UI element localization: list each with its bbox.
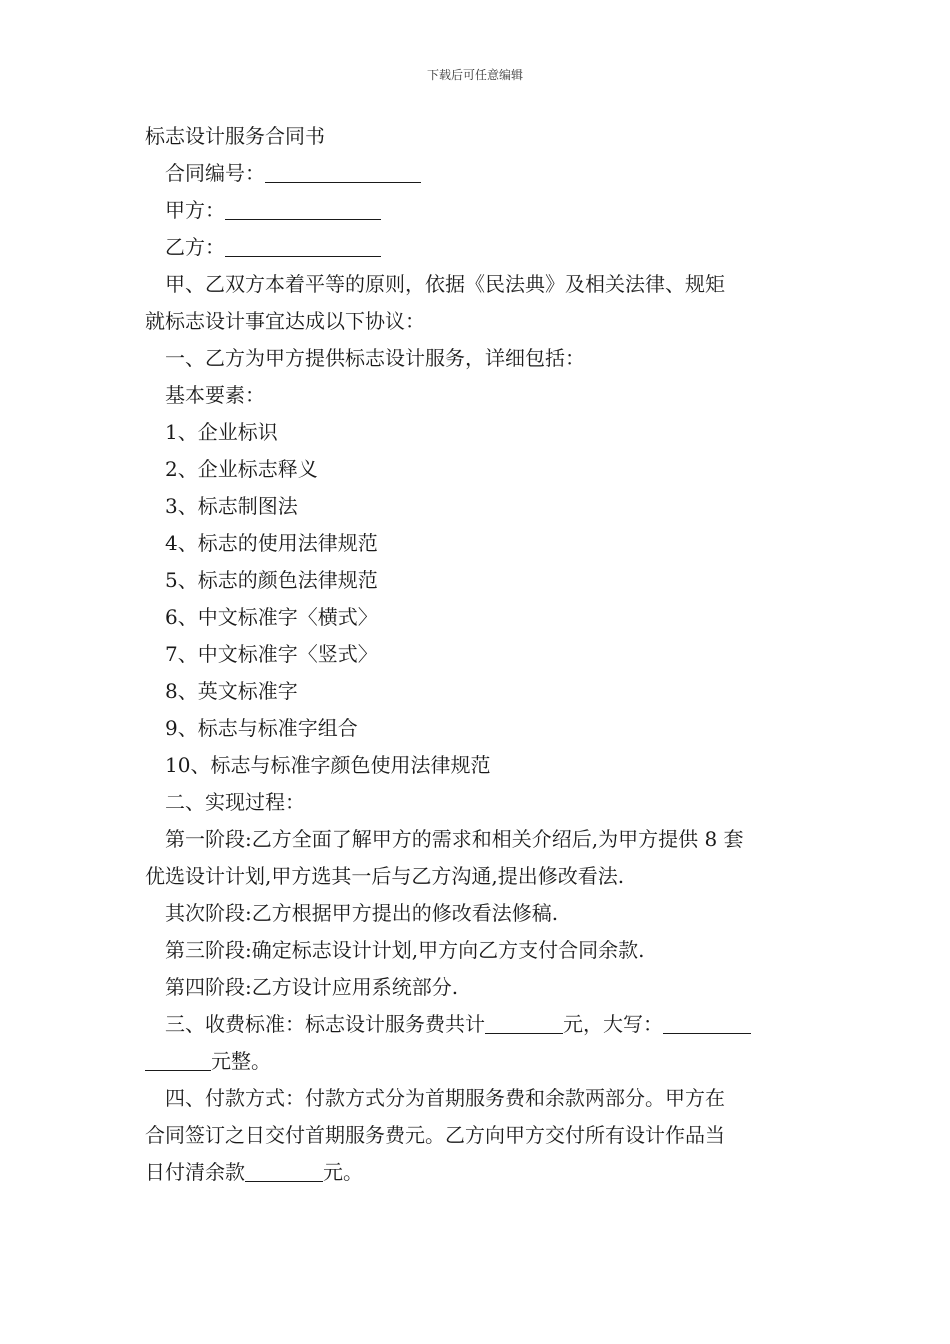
section-4-line-3 [145,1154,813,1191]
list-item: 4、标志的使用法律规范 [165,531,378,555]
field-label: 合同编号： [165,161,265,185]
party-a-field [145,192,813,229]
fee-capital-blank [663,1011,751,1034]
fee-suffix: 元整。 [211,1049,271,1073]
list-item: 10、标志与标准字颜色使用法律规范 [165,753,491,777]
contract-title: 标志设计服务合同书 [145,124,325,148]
list-item: 3、标志制图法 [165,494,298,518]
page-header: 下载后可任意编辑 [426,68,523,82]
stage-4: 第四阶段:乙方设计应用系统部分. [165,975,459,999]
section-3-line-1 [145,1006,813,1043]
list-item: 5、标志的颜色法律规范 [165,568,378,592]
list-item: 2、企业标志释义 [165,457,318,481]
field-label: 甲方： [165,198,225,222]
section-4-line-1: 四、付款方式：付款方式分为首期服务费和余款两部分。甲方在 [165,1086,725,1110]
stage-2: 其次阶段:乙方根据甲方提出的修改看法修稿. [165,901,559,925]
list-item: 7、中文标准字〈竖式〉 [165,642,378,666]
balance-suffix: 元。 [323,1160,363,1184]
elements-title: 基本要素： [165,383,265,407]
list-item: 6、中文标准字〈横式〉 [165,605,378,629]
party-a-blank [225,197,381,220]
fee-capital-blank-cont [145,1048,211,1071]
stage-1-line-1: 第一阶段:乙方全面了解甲方的需求和相关介绍后,为甲方提供 8 套 [165,827,744,851]
contract-body [145,118,813,1191]
section-1-heading: 一、乙方为甲方提供标志设计服务，详细包括： [165,346,585,370]
field-label: 乙方： [165,235,225,259]
balance-amount-blank [245,1159,323,1182]
intro-line-1: 甲、乙双方本着平等的原则，依据《民法典》及相关法律、规矩 [165,272,725,296]
fee-capital-label: 元，大写： [563,1012,663,1036]
list-item: 1、企业标识 [165,420,278,444]
list-item: 9、标志与标准字组合 [165,716,358,740]
balance-label: 日付清余款 [145,1160,245,1184]
intro-line-2: 就标志设计事宜达成以下协议： [145,309,425,333]
stage-3: 第三阶段:确定标志设计计划,甲方向乙方支付合同余款. [165,938,645,962]
list-item: 8、英文标准字 [165,679,298,703]
stage-1-line-2: 优选设计计划,甲方选其一后与乙方沟通,提出修改看法. [145,864,625,888]
fee-label: 三、收费标准：标志设计服务费共计 [165,1012,485,1036]
contract-number-field [145,155,813,192]
section-4-line-2: 合同签订之日交付首期服务费元。乙方向甲方交付所有设计作品当 [145,1123,725,1147]
section-3-line-2 [145,1043,813,1080]
party-b-blank [225,234,381,257]
section-2-heading: 二、实现过程： [165,790,305,814]
party-b-field [145,229,813,266]
fee-amount-blank [485,1011,563,1034]
contract-number-blank [265,160,421,183]
